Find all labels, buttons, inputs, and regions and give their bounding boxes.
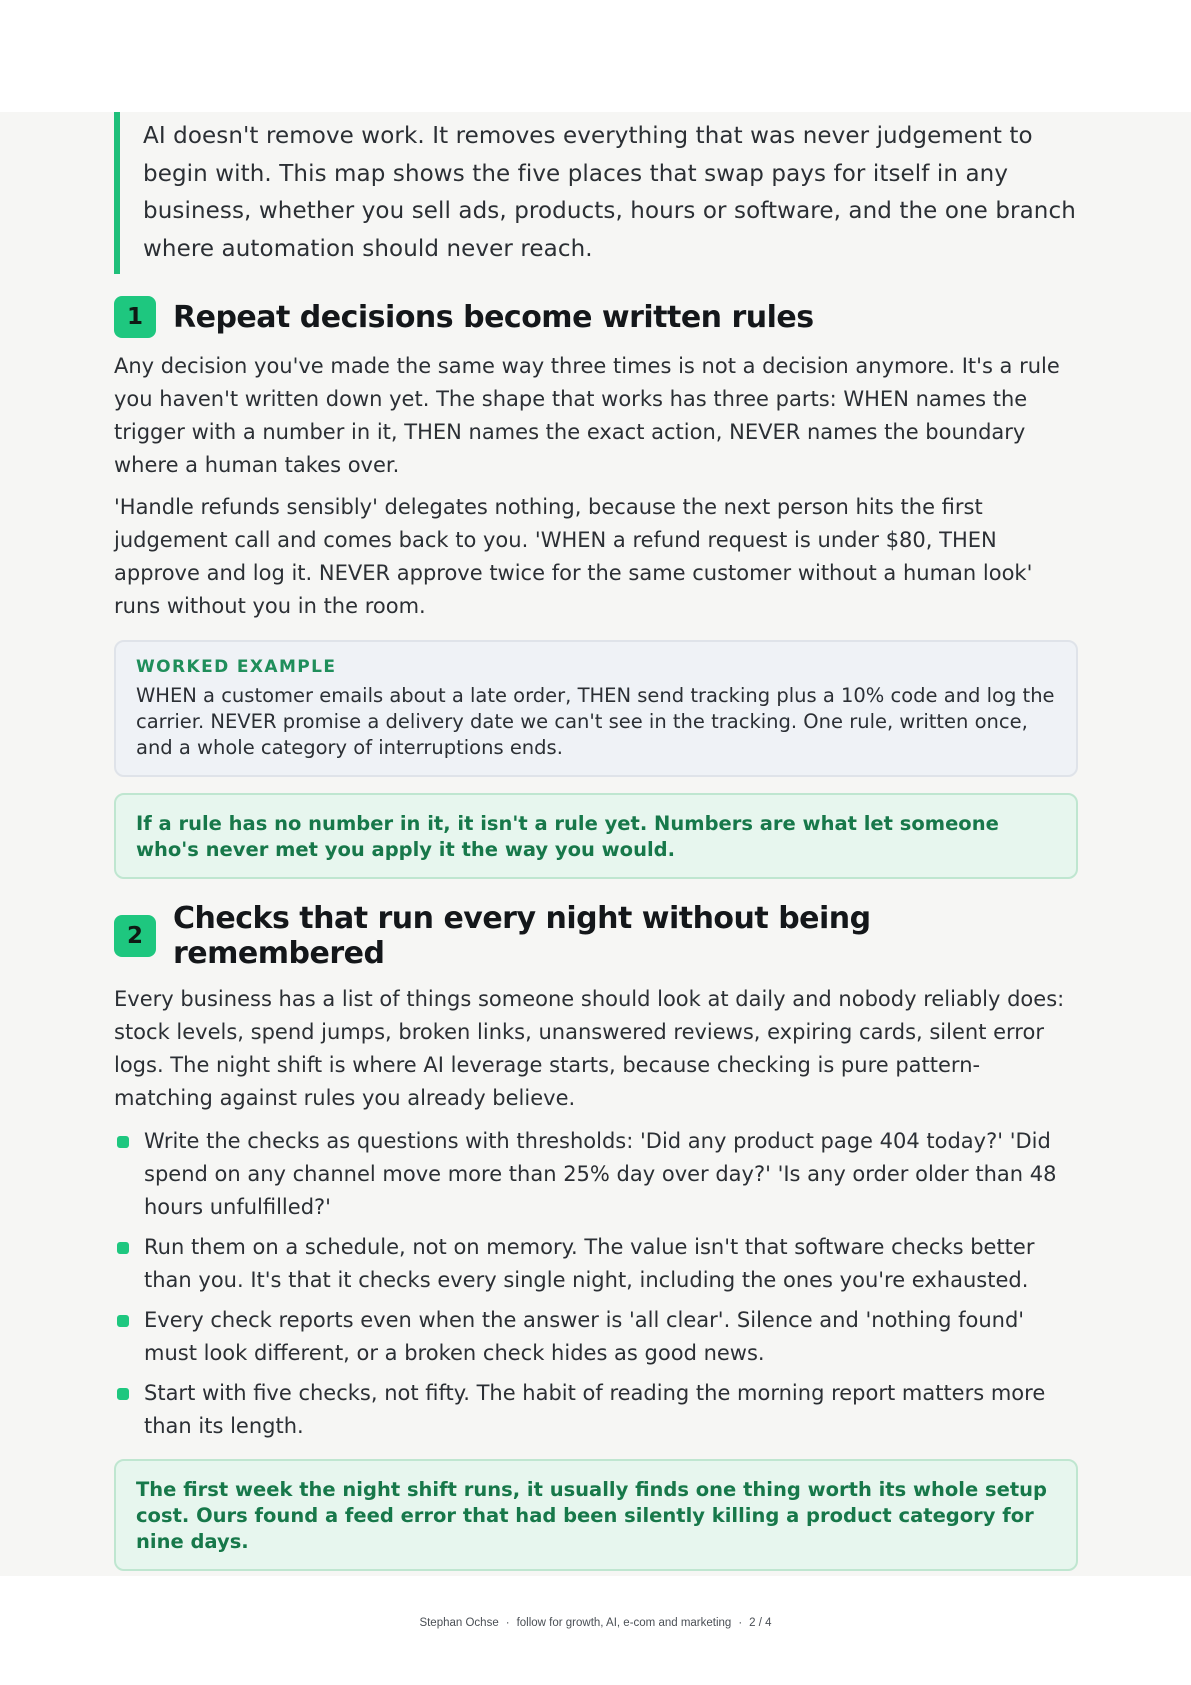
intro-quote: AI doesn't remove work. It removes everything that was never judgement to begin with. This map shows the five places that swap pays for itself in any business, whether you sell ads, products, hours or software, and the one branch where automation should never reach. bbox=[114, 112, 1078, 274]
footer-separator: · bbox=[738, 1617, 743, 1629]
page-content bbox=[114, 112, 1078, 1571]
section-night-checks bbox=[114, 901, 1078, 1571]
section-title: Checks that run every night without being remembered bbox=[173, 901, 871, 971]
section-number-badge: 2 bbox=[114, 915, 156, 957]
section-repeat-decisions bbox=[114, 296, 1078, 879]
list-item-text: Run them on a schedule, not on memory. The value isn't that software checks better than you. It's that it checks every single night, including the ones you're exhausted. bbox=[144, 1235, 1035, 1292]
worked-example-label: WORKED EXAMPLE bbox=[136, 657, 337, 677]
tip-callout: The first week the night shift runs, it usually finds one thing worth its whole setup cost. Ours found a feed error that had been silently killing a product category for nine days. bbox=[114, 1459, 1078, 1571]
bullet-square-icon bbox=[117, 1136, 129, 1148]
list-item bbox=[114, 1231, 1078, 1297]
list-item bbox=[114, 1304, 1078, 1370]
section-number-badge: 1 bbox=[114, 296, 156, 338]
footer-author: Stephan Ochse bbox=[419, 1617, 499, 1629]
body-paragraph: 'Handle refunds sensibly' delegates nothing, because the next person hits the first judgement call and comes back to you. 'WHEN a refund request is under $80, THEN approve and log it. NEVER approve twice for the same customer without a human look' runs without you in the room. bbox=[114, 495, 1033, 618]
page-number: 2 / 4 bbox=[749, 1617, 772, 1629]
bullet-list bbox=[114, 1125, 1078, 1443]
bullet-square-icon bbox=[117, 1388, 129, 1400]
list-item bbox=[114, 1377, 1078, 1443]
section-header bbox=[114, 296, 1078, 338]
body-paragraph: Any decision you've made the same way three times is not a decision anymore. It's a rule you haven't written down yet. The shape that works has three parts: WHEN names the trigger with a number in it, THEN names the exact action, NEVER names the boundary where a human takes over. bbox=[114, 354, 1060, 477]
list-item-text: Write the checks as questions with thresholds: 'Did any product page 404 today?' 'Did spend on any channel move more than 25% day over day?' 'Is any order older than 48 hours unfulfilled?' bbox=[144, 1129, 1057, 1219]
list-item-text: Every check reports even when the answer is 'all clear'. Silence and 'nothing found' must look different, or a broken check hides as good news. bbox=[144, 1308, 1025, 1365]
page-footer bbox=[0, 1617, 1191, 1629]
list-item-text: Start with five checks, not fifty. The habit of reading the morning report matters more than its length. bbox=[144, 1381, 1046, 1438]
footer-separator: · bbox=[505, 1617, 510, 1629]
bullet-square-icon bbox=[117, 1315, 129, 1327]
worked-example-text: WHEN a customer emails about a late order, THEN send tracking plus a 10% code and log the carrier. NEVER promise a delivery date we can't see in the tracking. One rule, written once, and a whole category of interruptions ends. bbox=[136, 684, 1055, 759]
section-header bbox=[114, 901, 1078, 971]
list-item bbox=[114, 1125, 1078, 1224]
bullet-square-icon bbox=[117, 1242, 129, 1254]
footer-tagline: follow for growth, AI, e-com and marketing bbox=[516, 1617, 732, 1629]
body-paragraph: Every business has a list of things someone should look at daily and nobody reliably does: stock levels, spend jumps, broken links, unanswered reviews, expiring cards, silent error logs. The night shift is where AI leverage starts, because checking is pure pattern-matching against rules you already believe. bbox=[114, 987, 1065, 1110]
worked-example-box bbox=[114, 640, 1078, 777]
section-title: Repeat decisions become written rules bbox=[173, 299, 814, 335]
tip-callout: If a rule has no number in it, it isn't a rule yet. Numbers are what let someone who's never met you apply it the way you would. bbox=[114, 793, 1078, 879]
